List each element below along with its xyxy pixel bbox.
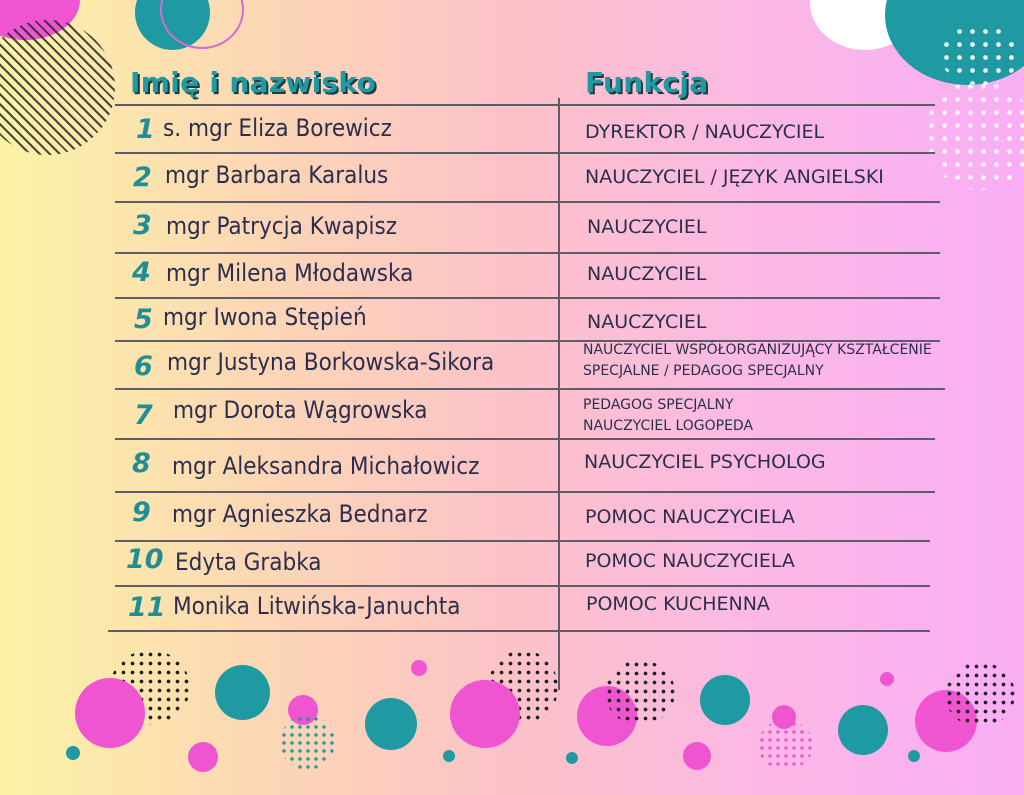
pink-circle-decoration <box>411 660 427 676</box>
staff-function: DYREKTOR / NAUCZYCIEL <box>585 121 825 143</box>
staff-name: mgr Milena Młodawska <box>166 259 414 287</box>
row-number: 7 <box>134 400 153 431</box>
row-divider <box>115 104 935 106</box>
pink-circle-decoration <box>880 672 894 686</box>
pink-circle-decoration <box>75 678 145 748</box>
hatched-circle-decoration <box>0 20 115 155</box>
staff-function: NAUCZYCIEL WSPÓŁORGANIZUJĄCY KSZTAŁCENIE SPECJALNE / PEDAGOG SPECJALNY <box>583 342 932 379</box>
pink-circle-decoration <box>683 742 711 770</box>
teal-circle-decoration <box>566 752 578 764</box>
pink-circle-decoration <box>188 742 218 772</box>
staff-function: NAUCZYCIEL <box>587 263 707 285</box>
staff-name: mgr Agnieszka Bednarz <box>172 500 428 528</box>
staff-function: NAUCZYCIEL <box>587 216 707 238</box>
column-header-name: Imię i nazwisko <box>130 66 377 99</box>
staff-function: POMOC NAUCZYCIELA <box>585 506 795 528</box>
teal-circle-decoration <box>700 675 750 725</box>
row-divider <box>115 252 940 254</box>
row-number: 5 <box>134 304 153 335</box>
staff-name: mgr Dorota Wągrowska <box>173 396 428 424</box>
staff-name: mgr Aleksandra Michałowicz <box>172 452 480 480</box>
staff-name: Edyta Grabka <box>175 548 322 576</box>
pink-circle-decoration <box>450 680 520 748</box>
staff-function: NAUCZYCIEL PSYCHOLOG <box>584 451 826 473</box>
teal-circle-decoration <box>365 698 417 750</box>
staff-function: POMOC KUCHENNA <box>586 593 770 615</box>
row-divider <box>108 630 930 632</box>
white-dots-decoration <box>925 80 1024 190</box>
column-divider <box>558 98 560 690</box>
staff-name: Monika Litwińska-Januchta <box>173 592 461 620</box>
row-number: 9 <box>132 497 151 528</box>
column-header-function: Funkcja <box>585 66 709 99</box>
row-number: 11 <box>128 592 166 623</box>
row-number: 8 <box>132 448 151 479</box>
row-number: 2 <box>133 162 152 193</box>
staff-name: mgr Patrycja Kwapisz <box>166 212 398 240</box>
teal-dots-decoration <box>280 715 335 770</box>
staff-name: mgr Iwona Stępień <box>163 303 367 331</box>
teal-circle-decoration <box>443 750 455 762</box>
teal-circle-decoration <box>66 746 80 760</box>
row-number: 4 <box>132 257 151 288</box>
row-number: 1 <box>136 114 155 145</box>
row-divider <box>115 540 930 542</box>
teal-circle-decoration <box>838 705 888 755</box>
staff-name: mgr Justyna Borkowska-Sikora <box>167 348 495 376</box>
staff-function: PEDAGOG SPECJALNY NAUCZYCIEL LOGOPEDA <box>583 397 754 434</box>
dark-dots-decoration <box>605 660 675 725</box>
row-divider <box>115 491 935 493</box>
teal-circle-decoration <box>908 750 920 762</box>
row-number: 6 <box>134 351 153 382</box>
dark-dots-decoration <box>945 662 1015 727</box>
staff-function: NAUCZYCIEL / JĘZYK ANGIELSKI <box>585 166 884 188</box>
staff-function: POMOC NAUCZYCIELA <box>585 550 795 572</box>
row-divider <box>115 585 930 587</box>
teal-circle-decoration <box>215 665 270 720</box>
staff-function: NAUCZYCIEL <box>587 311 707 333</box>
row-divider <box>115 297 940 299</box>
pink-circle-decoration <box>772 705 796 729</box>
staff-name: mgr Barbara Karalus <box>165 161 389 189</box>
row-divider <box>115 438 935 440</box>
row-number: 10 <box>126 544 164 575</box>
white-dots-decoration <box>940 25 1020 85</box>
row-divider <box>115 152 935 154</box>
row-divider <box>115 388 945 390</box>
staff-name: s. mgr Eliza Borewicz <box>163 114 393 142</box>
row-number: 3 <box>133 210 152 241</box>
row-divider <box>115 201 940 203</box>
